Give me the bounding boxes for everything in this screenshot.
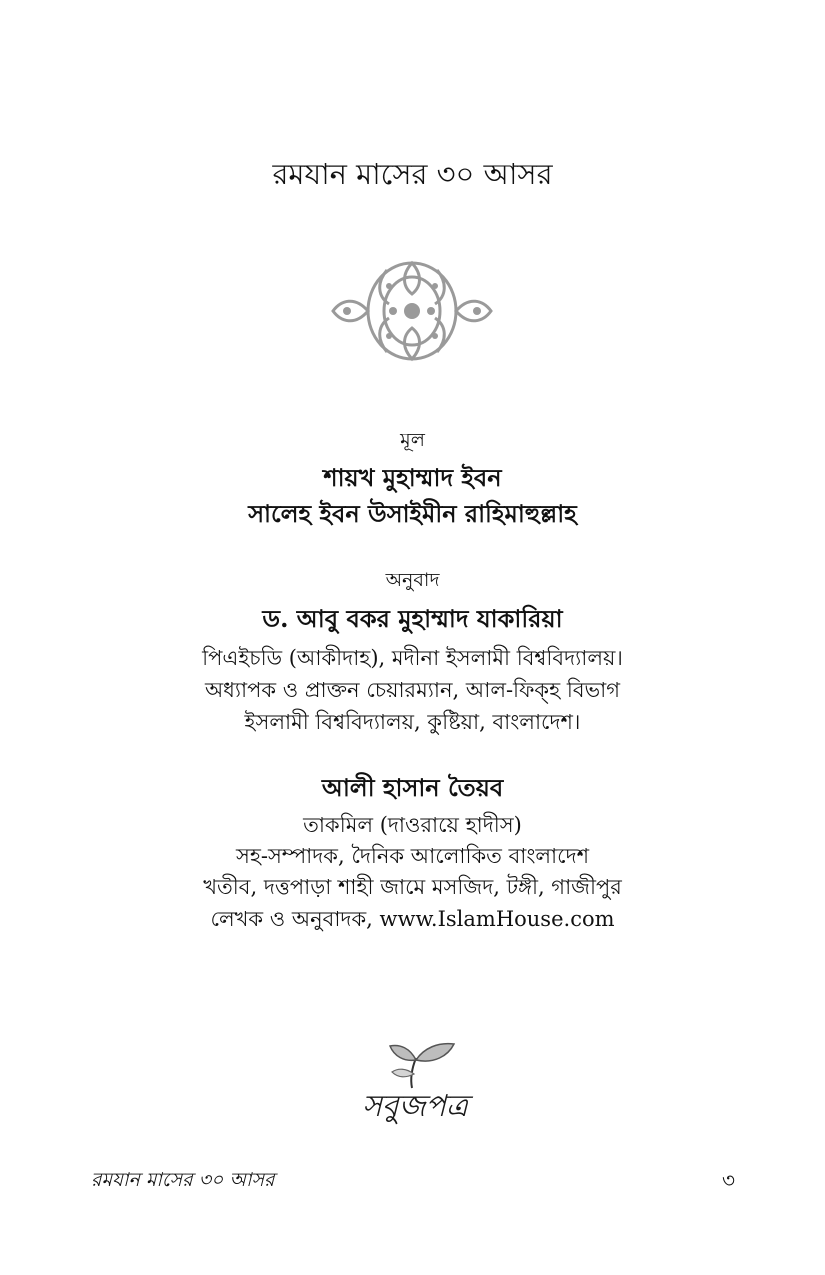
- translator-1-credential: ইসলামী বিশ্ববিদ্যালয়, কুষ্টিয়া, বাংলাদেশ।: [244, 710, 581, 734]
- running-title: রমযান মাসের ৩০ আসর: [91, 1169, 275, 1191]
- translator-1-name: ড. আবু বকর মুহাম্মাদ যাকারিয়া: [262, 604, 563, 633]
- leaf-sprout-icon: [390, 1044, 454, 1088]
- publisher-logo-text: সবুজপত্র: [362, 1089, 468, 1124]
- translator-2-credential: তাকমিল (দাওরায়ে হাদীস): [303, 813, 522, 837]
- translation-label: অনুবাদ: [385, 569, 440, 591]
- translator-1-credential: পিএইচডি (আকীদাহ), মদীনা ইসলামী বিশ্ববিদ্যালয়।: [202, 646, 623, 670]
- original-label: মূল: [400, 429, 425, 451]
- translator-1-credential: অধ্যাপক ও প্রাক্তন চেয়ারম্যান, আল-ফিক্‌হ বিভাগ: [204, 678, 621, 702]
- translator-2-credential: খতীব, দত্তপাড়া শাহী জামে মসজিদ, টঙ্গী, গাজীপুর: [203, 875, 622, 899]
- translator-2-name: আলী হাসান তৈয়ব: [321, 773, 504, 802]
- book-title: রমযান মাসের ৩০ আসর: [272, 157, 553, 191]
- translator-2-credential: লেখক ও অনুবাদক, www.IslamHouse.com: [210, 907, 615, 931]
- decorative-ornament-icon: [327, 256, 497, 366]
- author-line-1: শায়খ মুহাম্মাদ ইবন: [323, 463, 502, 492]
- translator-2-credential: সহ-সম্পাদক, দৈনিক আলোকিত বাংলাদেশ: [235, 844, 590, 868]
- publisher-logo: [350, 1040, 480, 1135]
- page-number: ৩: [721, 1168, 735, 1192]
- author-line-2: সালেহ ইবন উসাইমীন রাহিমাহুল্লাহ: [248, 499, 577, 528]
